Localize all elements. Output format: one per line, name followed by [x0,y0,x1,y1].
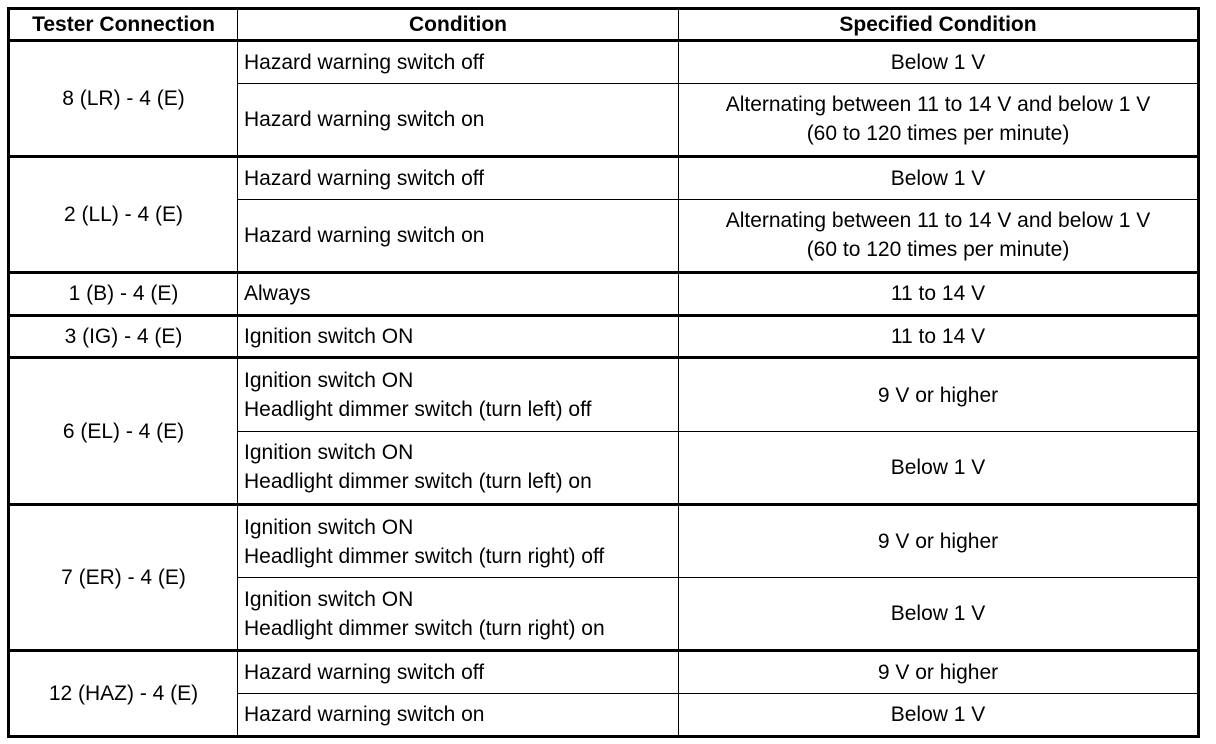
condition-cell [238,41,679,84]
spec-line: 9 V or higher [877,661,999,685]
spec-line: (60 to 120 times per minute) [806,122,1070,146]
condition-line: Ignition switch ON [244,441,414,465]
spec-cell [679,504,1199,577]
spec-line: (60 to 120 times per minute) [806,238,1070,262]
spec-line: 9 V or higher [877,530,999,554]
spec-cell [679,199,1199,272]
condition-line: Ignition switch ON [244,515,414,539]
condition-line: Headlight dimmer switch (turn left) on [244,470,592,494]
spec-cell [679,651,1199,694]
spec-cell [679,83,1199,156]
condition-line: Ignition switch ON [244,325,414,349]
condition-line: Hazard warning switch off [244,166,485,190]
spec-line: Below 1 V [890,703,986,727]
condition-line: Hazard warning switch off [244,50,485,74]
spec-line: 11 to 14 V [890,325,986,349]
condition-cell [238,358,679,431]
spec-cell [679,578,1199,651]
spec-line: 9 V or higher [877,383,999,407]
table-row [9,156,1199,199]
condition-line: Hazard warning switch on [244,703,485,727]
condition-line: Headlight dimmer switch (turn left) off [244,398,592,422]
tester-connection-cell: 3 (IG) - 4 (E) [9,315,238,358]
condition-cell [238,199,679,272]
spec-cell [679,41,1199,84]
condition-line: Ignition switch ON [244,587,414,611]
spec-cell [679,431,1199,504]
table-row [9,651,1199,694]
header-tester-connection: Tester Connection [9,9,238,41]
tester-connection-cell: 8 (LR) - 4 (E) [9,41,238,157]
condition-cell [238,156,679,199]
condition-cell [238,504,679,577]
condition-line: Hazard warning switch on [244,223,485,247]
spec-line: Below 1 V [890,455,986,479]
condition-line: Hazard warning switch on [244,107,485,131]
table-row [9,272,1199,315]
spec-line: Below 1 V [890,50,986,74]
condition-line: Ignition switch ON [244,369,414,393]
condition-line: Always [244,282,311,306]
spec-line: Alternating between 11 to 14 V and below 1 V [725,93,1151,117]
specification-table [7,7,1200,738]
condition-cell [238,315,679,358]
condition-cell [238,578,679,651]
spec-line: Alternating between 11 to 14 V and below 1 V [725,209,1151,233]
table-row [9,358,1199,431]
header-condition: Condition [238,9,679,41]
tester-connection-cell: 1 (B) - 4 (E) [9,272,238,315]
spec-cell [679,272,1199,315]
condition-cell [238,83,679,156]
spec-cell [679,156,1199,199]
spec-cell [679,358,1199,431]
condition-cell [238,272,679,315]
condition-cell [238,694,679,737]
table-row [9,504,1199,577]
tester-connection-cell: 6 (EL) - 4 (E) [9,358,238,505]
spec-cell [679,315,1199,358]
spec-line: Below 1 V [890,602,986,626]
condition-line: Hazard warning switch off [244,661,485,685]
condition-line: Headlight dimmer switch (turn right) off [244,544,605,568]
table-row [9,41,1199,84]
spec-line: 11 to 14 V [890,282,986,306]
header-specified-condition: Specified Condition [679,9,1199,41]
condition-cell [238,651,679,694]
tester-connection-cell: 12 (HAZ) - 4 (E) [9,651,238,737]
condition-line: Headlight dimmer switch (turn right) on [244,616,605,640]
condition-cell [238,431,679,504]
table-row [9,315,1199,358]
spec-cell [679,694,1199,737]
spec-line: Below 1 V [890,166,986,190]
header-row [9,9,1199,41]
tester-connection-cell: 2 (LL) - 4 (E) [9,156,238,272]
tester-connection-cell: 7 (ER) - 4 (E) [9,504,238,651]
